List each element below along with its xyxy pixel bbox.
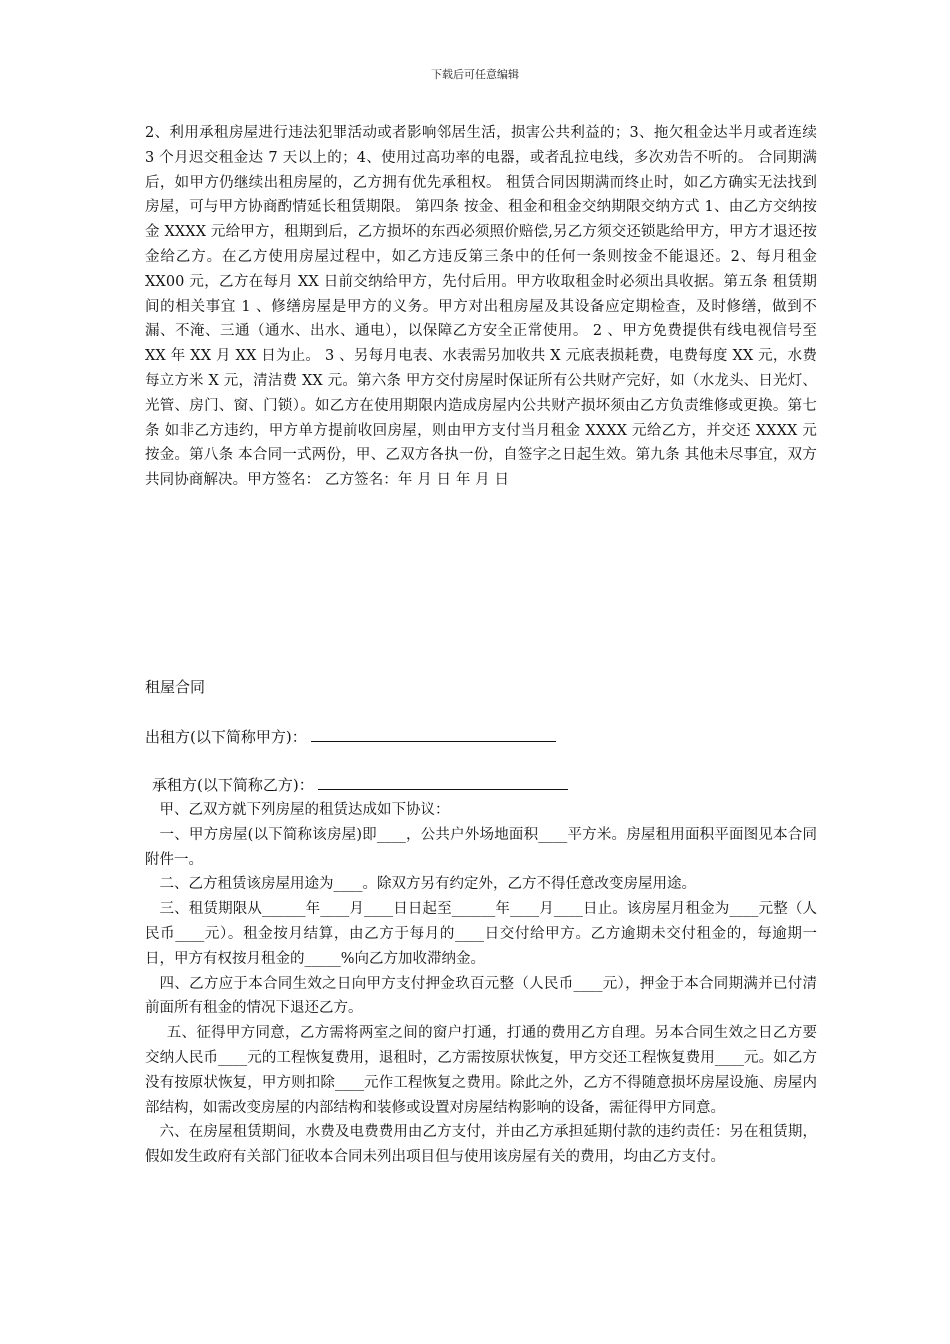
party-b-label: 承租方(以下简称乙方)：: [152, 776, 314, 794]
party-a-line: [145, 725, 556, 747]
clause-4: 四、乙方应于本合同生效之日向甲方支付押金玖百元整（人民币____元），押金于本合同期满并已付清前面所有租金的情况下退还乙方。: [145, 975, 817, 1017]
contract-continuation-text: [145, 121, 817, 493]
contract-clauses: [145, 798, 817, 1170]
page-header-note: 下载后可任意编辑: [431, 68, 519, 81]
clause-1: 一、甲方房屋(以下简称该房屋)即____，公共户外场地面积____平方米。房屋租用面积平面图见本合同附件一。: [145, 826, 817, 868]
party-a-blank: [311, 725, 556, 742]
clause-2: 二、乙方租赁该房屋用途为____。除双方另有约定外，乙方不得任意改变房屋用途。: [159, 876, 696, 893]
party-a-label: 出租方(以下简称甲方)：: [145, 728, 307, 746]
clause-intro: 甲、乙双方就下列房屋的租赁达成如下协议：: [159, 802, 450, 818]
party-b-line: [152, 773, 568, 795]
clause-3: 三、租赁期限从______年____月____日日起至______年____月____日止。该房屋月租金为____元整（人民币____元）。租金按月结算，由乙方于每月的____日交付给甲方。乙方逾期未交付租金的，每逾期一日，甲方有权按月租金的_____%向乙方加收滞纳金。: [145, 901, 817, 967]
paragraph: 2、利用承租房屋进行违法犯罪活动或者影响邻居生活，损害公共利益的；3、拖欠租金达半月或者连续 3 个月迟交租金达 7 天以上的；4、使用过高功率的电器，或者乱拉电线，多次劝告不听的。 合同期满后，如甲方仍继续出租房屋的，乙方拥有优先承租权。 租赁合同因期满而终止时，如乙方确实无法找到房屋，可与甲方协商酌情延长租赁期限。 第四条 按金、租金和租金交纳期限交纳方式 1、由乙方交纳按金 XXXX 元给甲方，租期到后，乙方损坏的东西必须照价赔偿,另乙方须交还锁匙给甲方，甲方才退还按金给乙方。在乙方使用房屋过程中，如乙方违反第三条中的任何一条则按金不能退还。2、每月租金 XX00 元，乙方在每月 XX 日前交纳给甲方，先付后用。甲方收取租金时必须出具收据。第五条 租赁期间的相关事宜 1 、修缮房屋是甲方的义务。甲方对出租房屋及其设备应定期检查，及时修缮，做到不漏、不淹、三通（通水、出水、通电），以保障乙方安全正常使用。 2 、甲方免费提供有线电视信号至 XX 年 XX 月 XX 日为止。 3 、另每月电表、水表需另加收共 X 元底表损耗费，电费每度 XX 元，水费每立方米 X 元，清洁费 XX 元。第六条 甲方交付房屋时保证所有公共财产完好，如（水龙头、日光灯、光管、房门、窗、门锁）。如乙方在使用期限内造成房屋内公共财产损坏须由乙方负责维修或更换。第七条 如非乙方违约，甲方单方提前收回房屋，则由甲方支付当月租金 XXXX 元给乙方，并交还 XXXX 元按金。第八条 本合同一式两份，甲、乙双方各执一份，自签字之日起生效。第九条 其他未尽事宜，双方共同协商解决。甲方签名： 乙方签名：年 月 日 年 月 日: [145, 125, 817, 489]
clause-6: 六、在房屋租赁期间，水费及电费费用由乙方支付，并由乙方承担延期付款的违约责任：另在租赁期，假如发生政府有关部门征收本合同未列出项目但与使用该房屋有关的费用，均由乙方支付。: [145, 1124, 817, 1166]
contract-title: 租屋合同: [145, 678, 206, 696]
clause-5: 五、征得甲方同意，乙方需将两室之间的窗户打通，打通的费用乙方自理。另本合同生效之日乙方要交纳人民币____元的工程恢复费用，退租时，乙方需按原状恢复，甲方交还工程恢复费用____元。如乙方没有按原状恢复，甲方则扣除____元作工程恢复之费用。除此之外，乙方不得随意损坏房屋设施、房屋内部结构，如需改变房屋的内部结构和装修或设置对房屋结构影响的设备，需征得甲方同意。: [145, 1025, 817, 1116]
party-b-blank: [318, 773, 568, 790]
